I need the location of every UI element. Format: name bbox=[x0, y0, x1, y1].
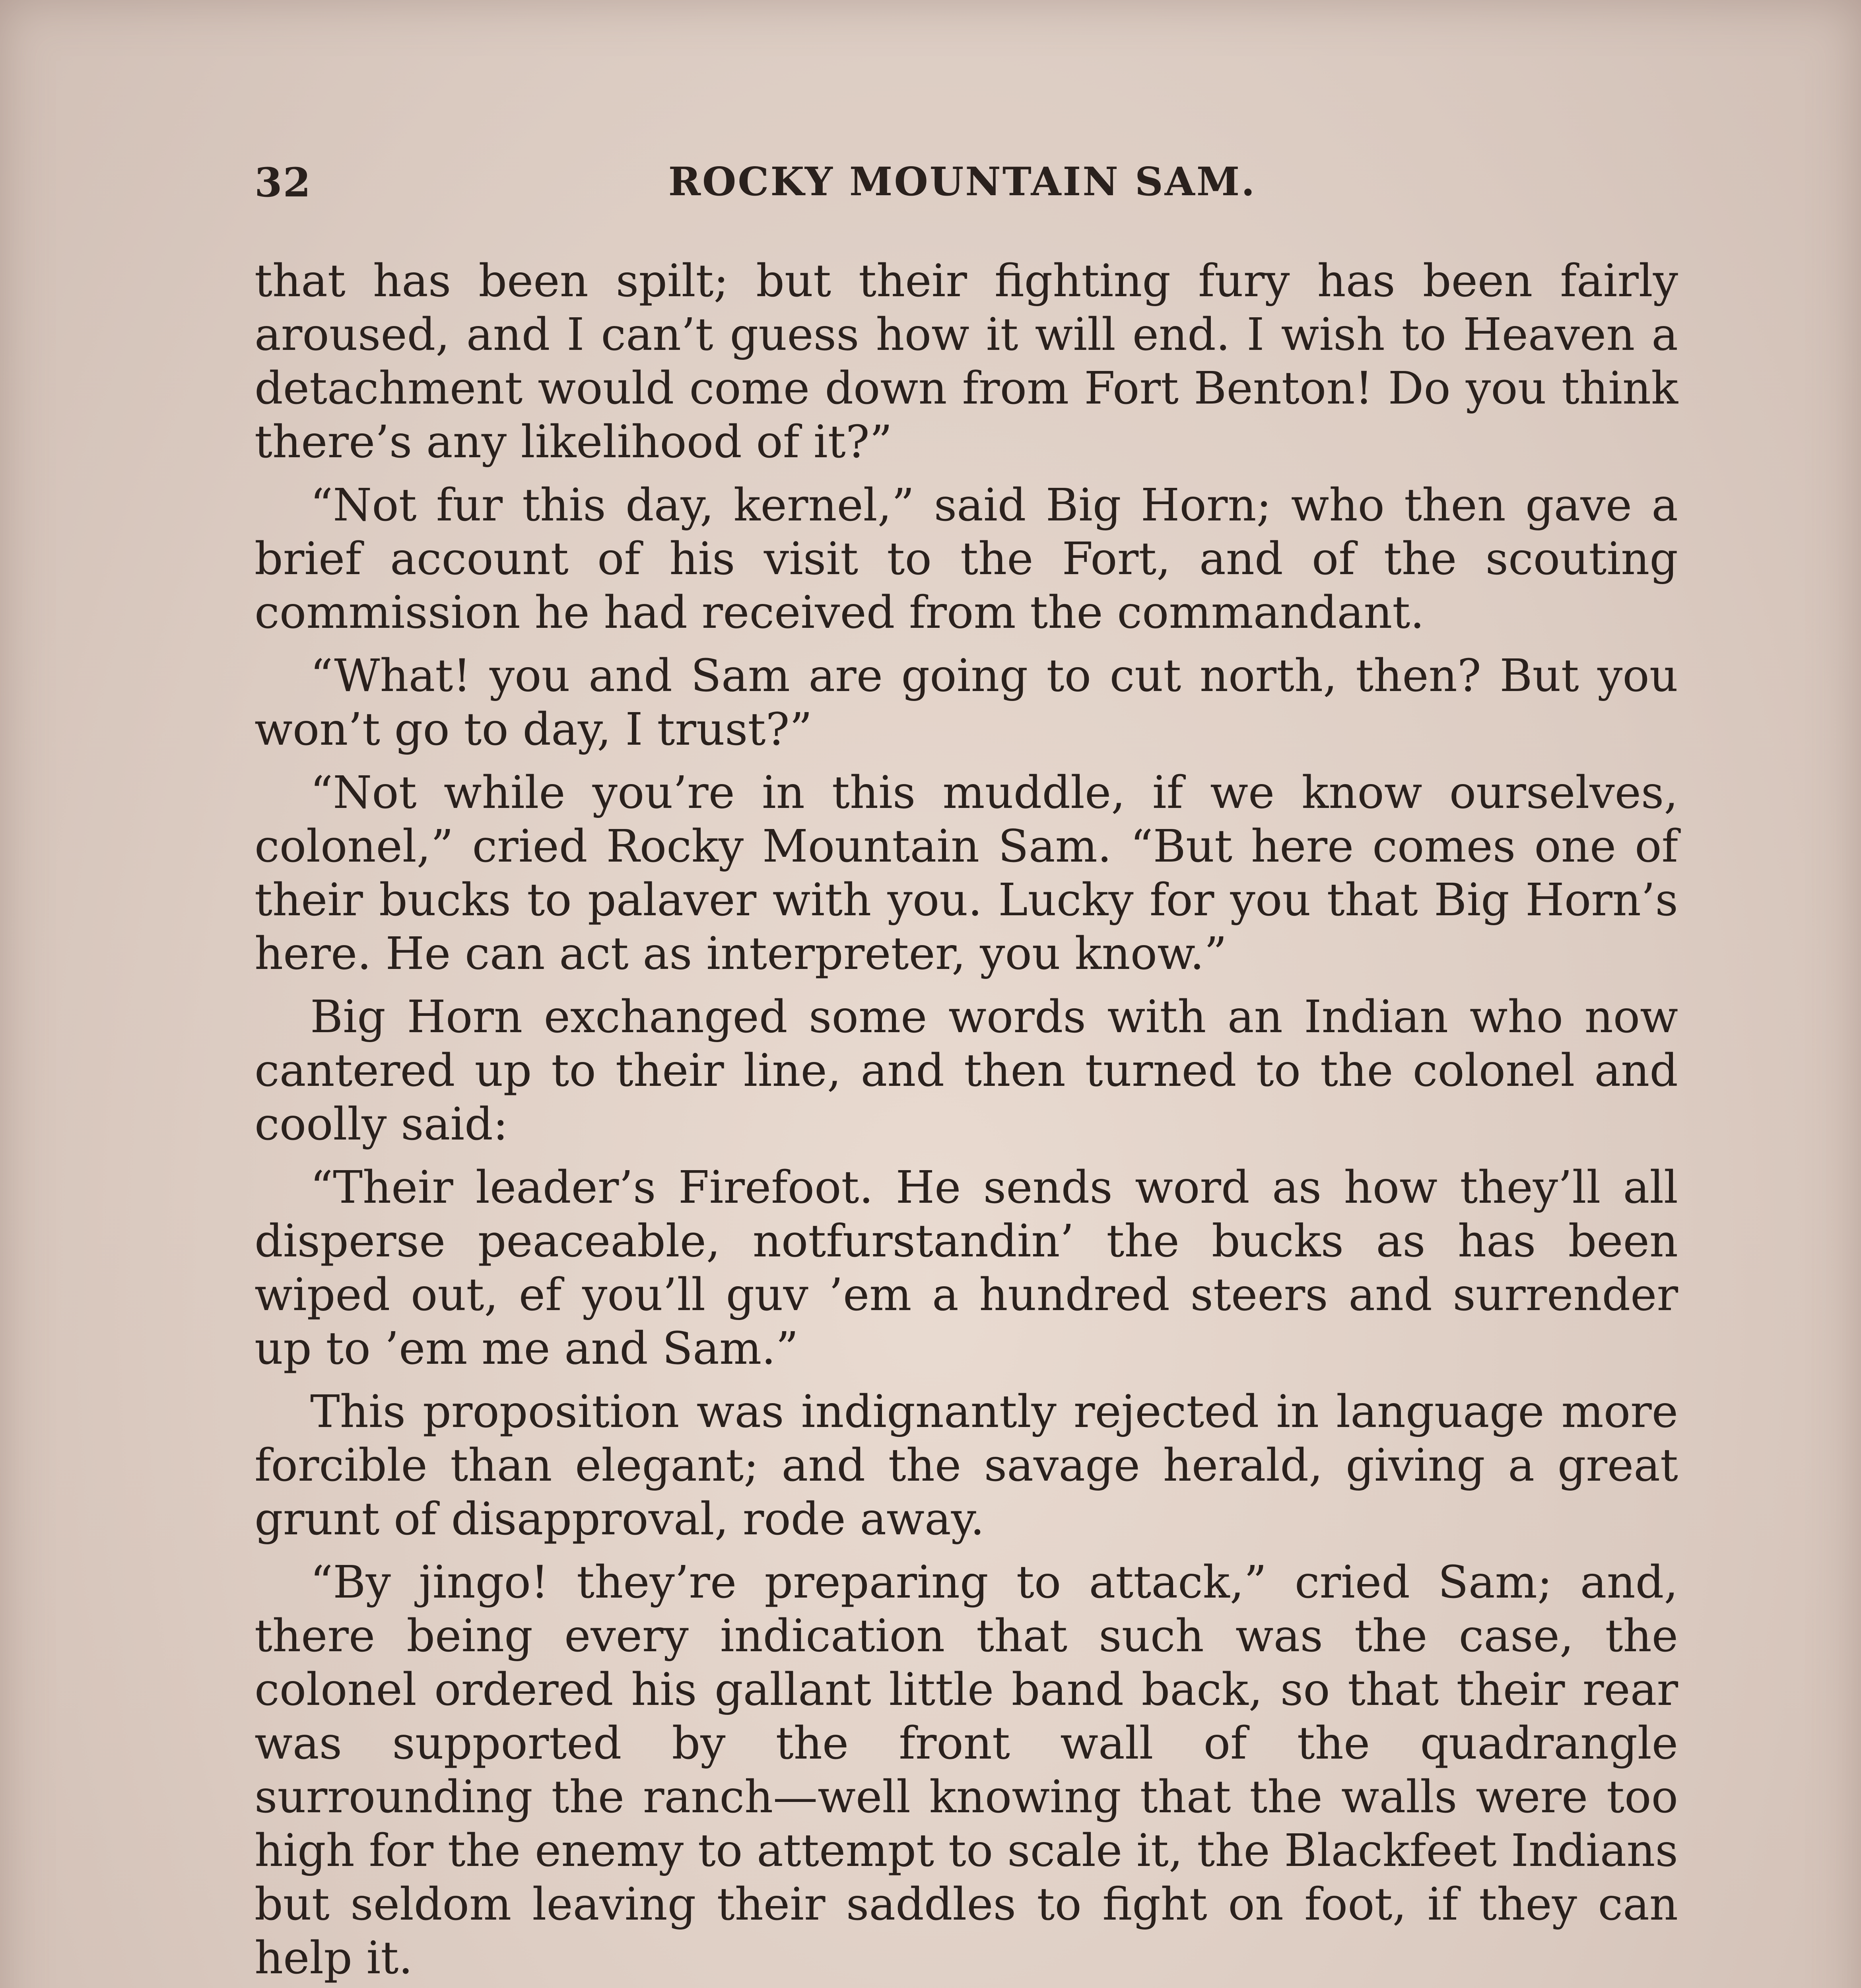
paragraph: This proposition was indignantly rejected in language more forcible than elegant; and the savage herald, giving a great grunt of disapproval, rode away. bbox=[254, 1386, 1678, 1545]
paragraph: that has been spilt; but their fighting fury has been fairly aroused, and I can’t guess how it will end. I wish to Heaven a detachment would come down from Fort Benton! Do you think there’s any likelihood of it?” bbox=[254, 255, 1678, 468]
paragraph: “Not while you’re in this muddle, if we know ourselves, colonel,” cried Rocky Mountain Sam. “But here comes one of their bucks to palaver with you. Lucky for you that Big Horn’s here. He can act as interpreter, you know.” bbox=[254, 767, 1678, 980]
running-head-title: ROCKY MOUNTAIN SAM. bbox=[668, 159, 1257, 205]
paragraph: “Their leader’s Firefoot. He sends word as how they’ll all disperse peaceable, notfurstandin’ the bucks as has been wiped out, ef you’ll guv ’em a hundred steers and surrender up to ’em me and Sam.” bbox=[254, 1162, 1678, 1375]
paragraph: “Not fur this day, kernel,” said Big Horn; who then gave a brief account of his visit to the Fort, and of the scouting commission he had received from the commandant. bbox=[254, 480, 1678, 639]
body-text bbox=[254, 254, 1678, 1988]
page-number: 32 bbox=[254, 159, 312, 206]
paragraph: “By jingo! they’re preparing to attack,” cried Sam; and, there being every indication that such was the case, the colonel ordered his gallant little band back, so that their rear was supported by the front wall of the quadrangle surrounding the ranch—well knowing that the walls were too high for the enemy to attempt to scale it, the Blackfeet Indians but seldom leaving their saddles to fight on foot, if they can help it. bbox=[254, 1557, 1678, 1984]
running-head bbox=[254, 159, 1670, 215]
paragraph: “What! you and Sam are going to cut north, then? But you won’t go to day, I trust?” bbox=[254, 650, 1678, 755]
paragraph: Big Horn exchanged some words with an Indian who now cantered up to their line, and then turned to the colonel and coolly said: bbox=[254, 991, 1678, 1150]
